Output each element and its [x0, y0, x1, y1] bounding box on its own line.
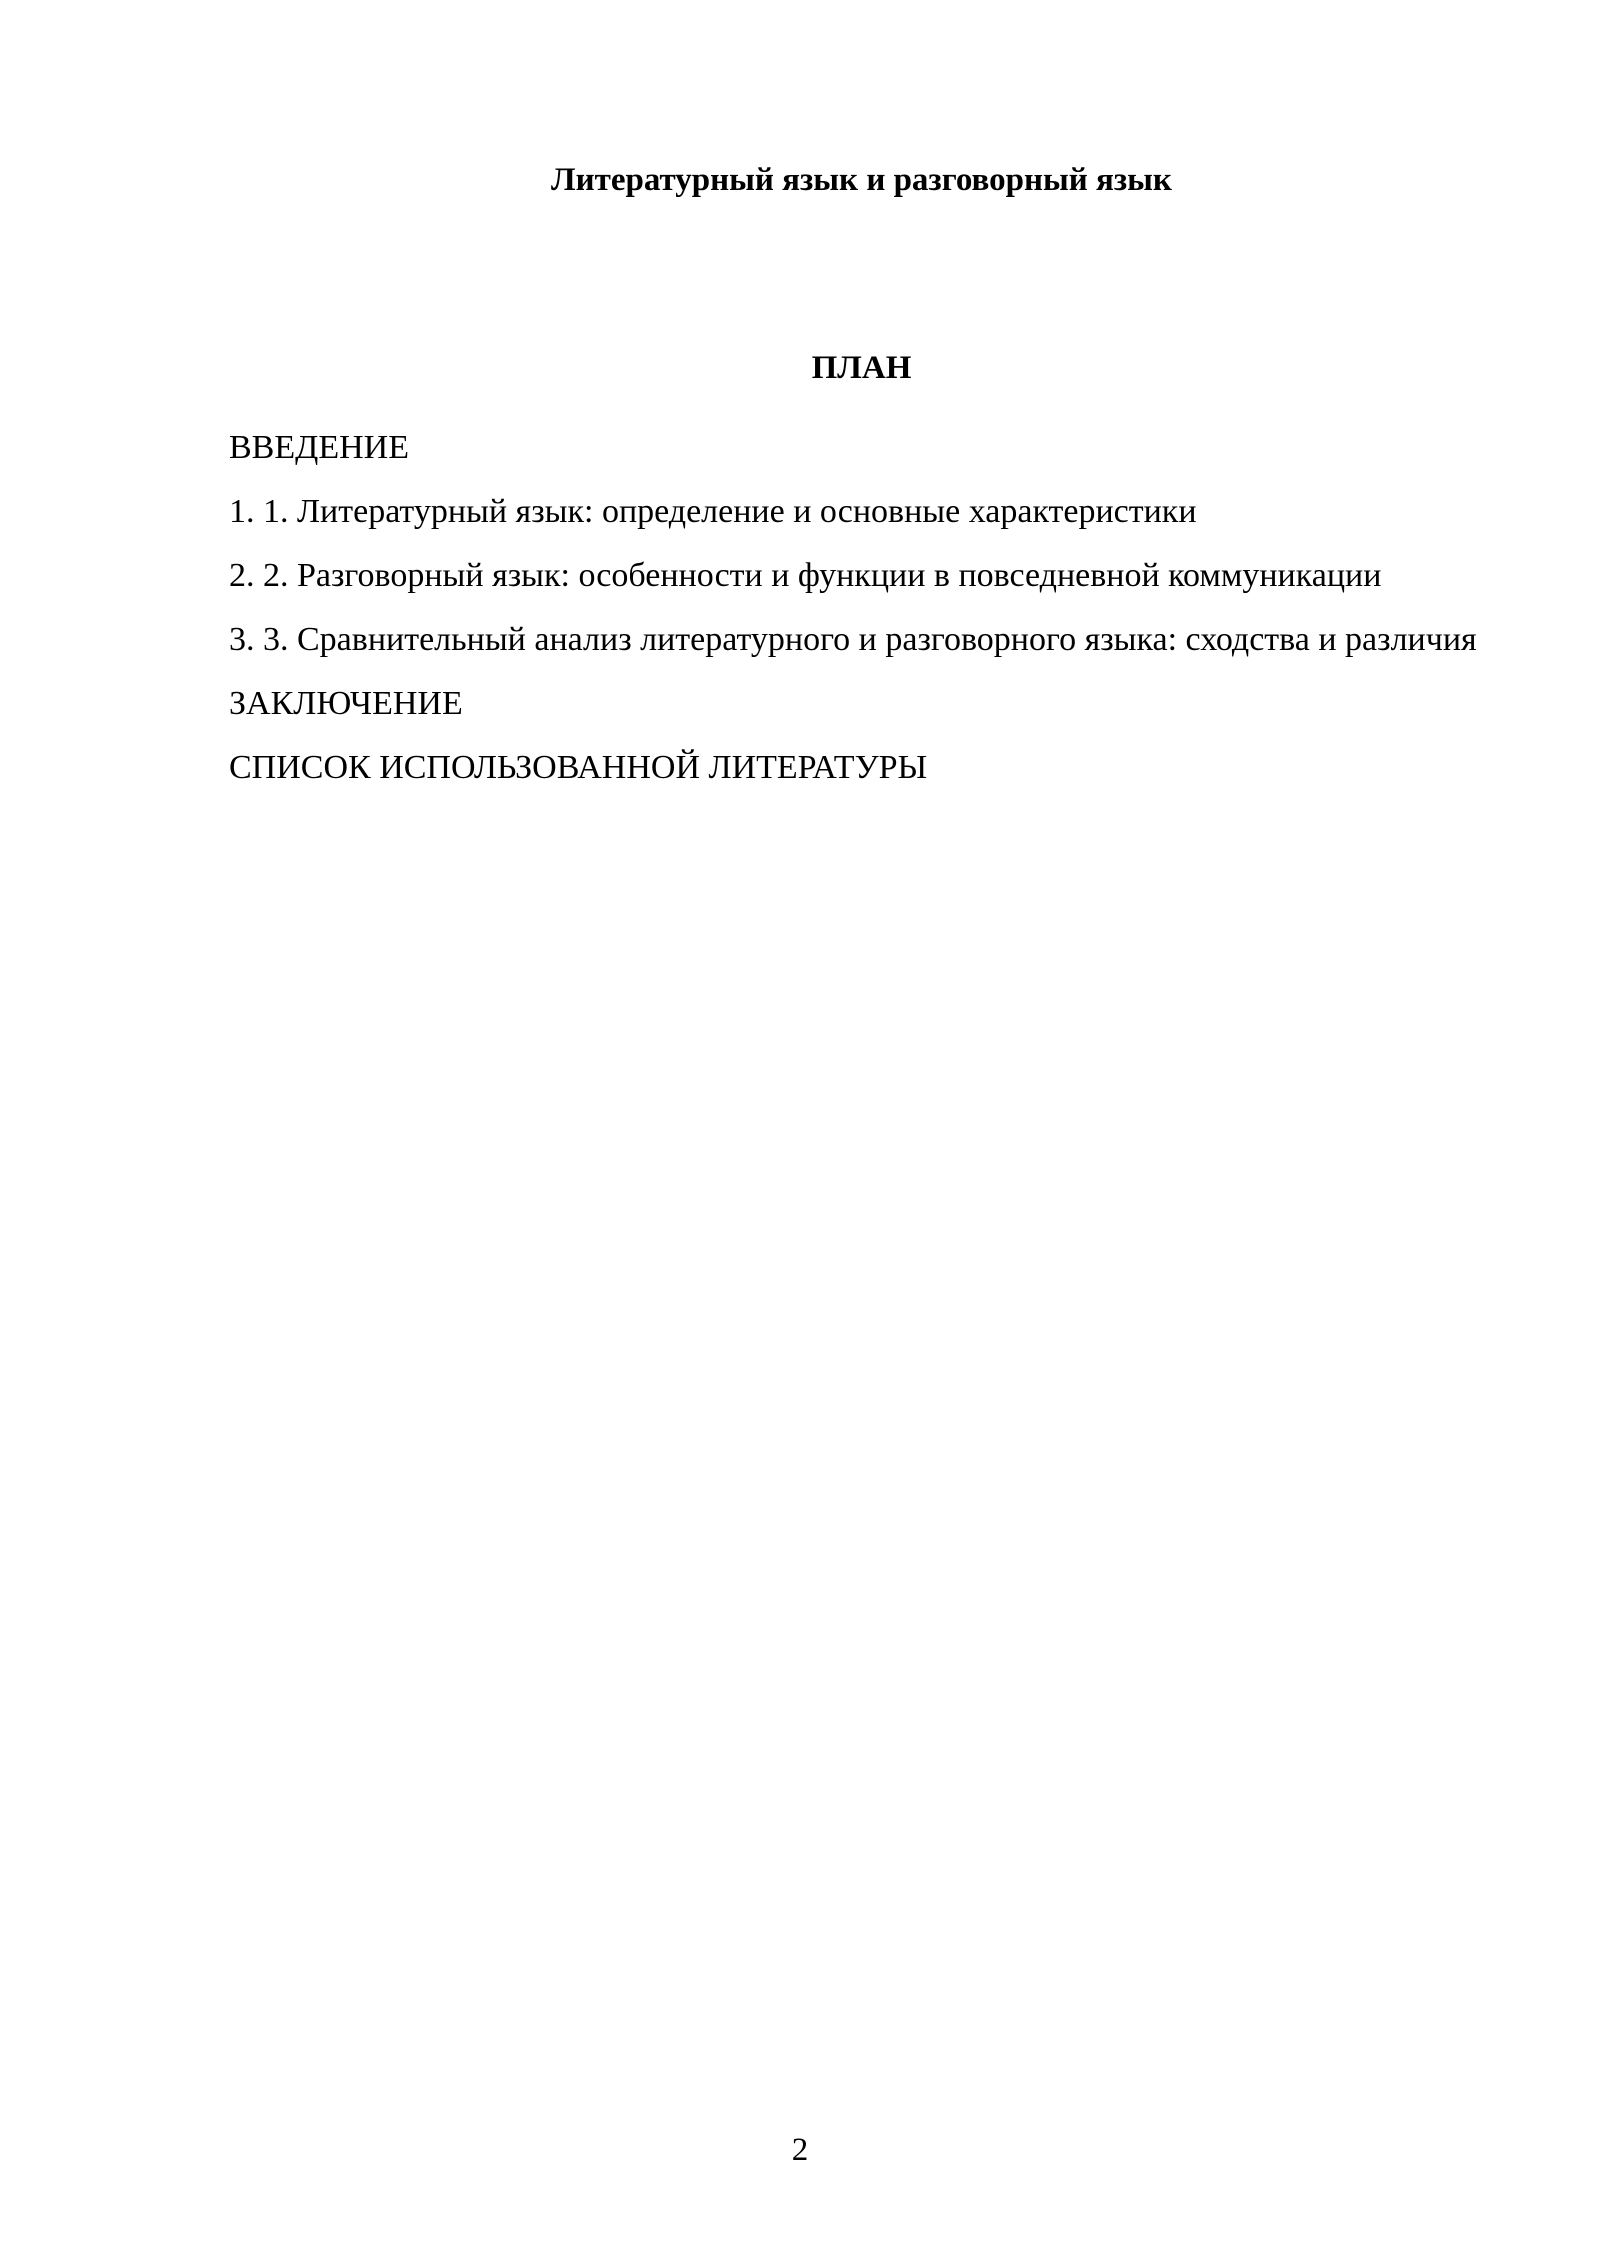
page-number: 2 [791, 2132, 809, 2168]
toc-item-chapter-3: 3. 3. Сравнительный анализ литературного и разговорного языка: сходства и различия [229, 621, 1477, 658]
toc-item-chapter-2: 2. 2. Разговорный язык: особенности и функции в повседневной коммуникации [229, 557, 1382, 594]
table-of-contents [229, 420, 1494, 804]
toc-item-introduction: ВВЕДЕНИЕ [229, 429, 409, 466]
plan-heading: ПЛАН [811, 350, 912, 386]
toc-item-references: СПИСОК ИСПОЛЬЗОВАННОЙ ЛИТЕРАТУРЫ [229, 749, 928, 786]
document-title: Литературный язык и разговорный язык [551, 162, 1172, 198]
toc-item-chapter-1: 1. 1. Литературный язык: определение и основные характеристики [229, 493, 1197, 530]
toc-item-conclusion: ЗАКЛЮЧЕНИЕ [229, 685, 463, 722]
